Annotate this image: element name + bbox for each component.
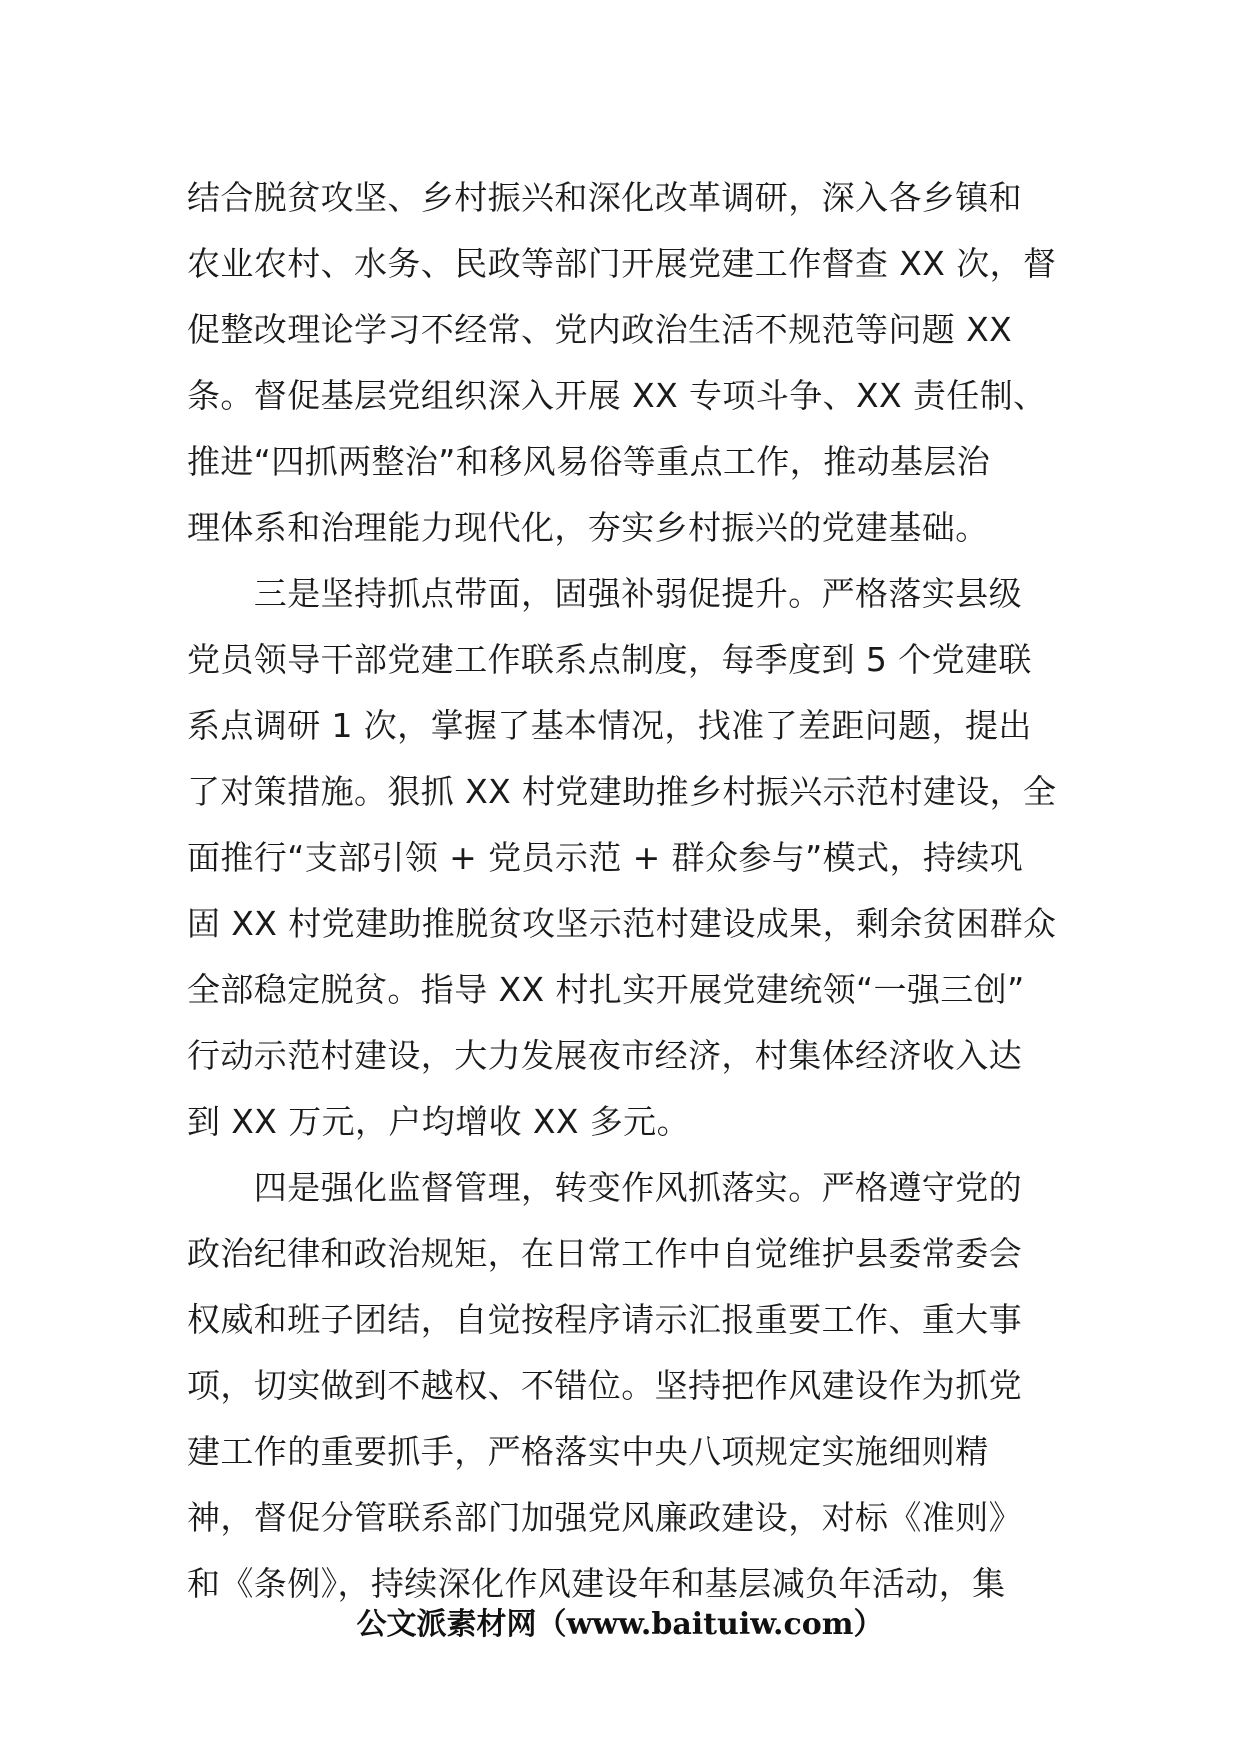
- text-line: 系点调研 1 次，掌握了基本情况，找准了差距问题，提出: [187, 706, 1032, 745]
- text-line: 促整改理论学习不经常、党内政治生活不规范等问题 XX: [187, 310, 1013, 349]
- text-line: 面推行“支部引领 + 党员示范 + 群众参与”模式，持续巩: [187, 838, 1024, 877]
- text-line: 条。督促基层党组织深入开展 XX 专项斗争、XX 责任制、: [187, 376, 1047, 415]
- text-line: 建工作的重要抓手，严格落实中央八项规定实施细则精: [187, 1432, 989, 1471]
- text-line: 党员领导干部党建工作联系点制度，每季度到 5 个党建联: [187, 640, 1032, 679]
- text-line: 农业农村、水务、民政等部门开展党建工作督查 XX 次，督: [187, 244, 1057, 283]
- text-line: 神，督促分管联系部门加强党风廉政建设，对标《准则》: [187, 1498, 1022, 1537]
- text-line: 理体系和治理能力现代化，夯实乡村振兴的党建基础。: [187, 508, 989, 547]
- text-line: 行动示范村建设，大力发展夜市经济，村集体经济收入达: [187, 1036, 1022, 1075]
- paragraph-start-line: 四是强化监督管理，转变作风抓落实。严格遵守党的: [187, 1168, 1022, 1207]
- text-line: 权威和班子团结，自觉按程序请示汇报重要工作、重大事: [187, 1300, 1022, 1339]
- text-line: 项，切实做到不越权、不错位。坚持把作风建设作为抓党: [187, 1366, 1022, 1405]
- text-line: 和《条例》，持续深化作风建设年和基层减负年活动，集: [187, 1564, 1006, 1603]
- footer-watermark-text: 公文派素材网（www.baituiw.com）: [356, 1607, 884, 1642]
- text-line: 固 XX 村党建助推脱贫攻坚示范村建设成果，剩余贫困群众: [187, 904, 1057, 943]
- text-line: 结合脱贫攻坚、乡村振兴和深化改革调研，深入各乡镇和: [187, 178, 1022, 217]
- text-line: 到 XX 万元，户均增收 XX 多元。: [187, 1102, 690, 1141]
- text-line: 了对策措施。狠抓 XX 村党建助推乡村振兴示范村建设，全: [187, 772, 1057, 811]
- paragraph-start-line: 三是坚持抓点带面，固强补弱促提升。严格落实县级: [187, 574, 1022, 613]
- text-line: 全部稳定脱贫。指导 XX 村扎实开展党建统领“一强三创”: [187, 970, 1025, 1009]
- body-text: [187, 165, 1055, 1617]
- text-line: 政治纪律和政治规矩，在日常工作中自觉维护县委常委会: [187, 1234, 1022, 1273]
- text-line: 推进“四抓两整治”和移风易俗等重点工作，推动基层治: [187, 442, 991, 481]
